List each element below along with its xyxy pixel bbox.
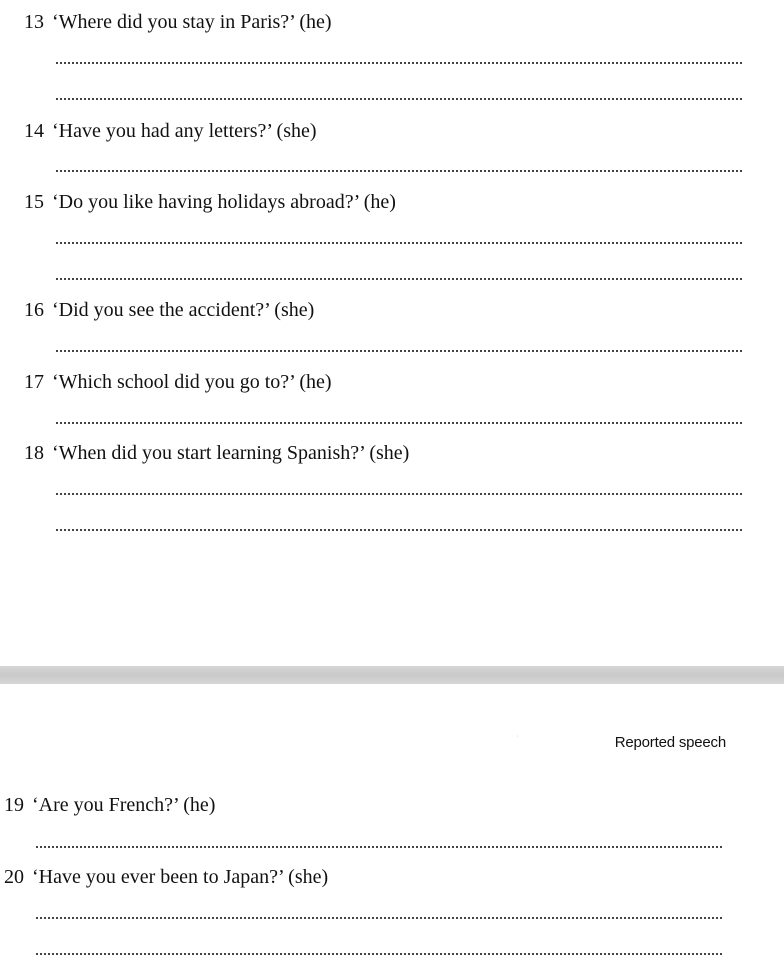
question-text: ‘Are you French?’ (he)	[32, 794, 216, 816]
question-number: 17	[24, 371, 44, 393]
page-divider	[0, 666, 784, 684]
question-number: 13	[24, 11, 44, 33]
worksheet-page-bottom	[0, 684, 784, 976]
question-text: ‘Did you see the accident?’ (she)	[52, 299, 315, 321]
question-18	[24, 441, 409, 465]
question-number: 20	[4, 866, 24, 888]
answer-line	[56, 422, 742, 424]
answer-line	[56, 98, 742, 100]
question-text: ‘When did you start learning Spanish?’ (she)	[52, 442, 410, 464]
question-number: 19	[4, 794, 24, 816]
answer-line	[56, 350, 742, 352]
question-17	[24, 370, 332, 394]
question-number: 15	[24, 191, 44, 213]
question-15	[24, 190, 396, 214]
question-text: ‘Have you had any letters?’ (she)	[52, 120, 317, 142]
answer-line	[56, 170, 742, 172]
section-header: Reported speech	[614, 734, 726, 751]
question-16	[24, 298, 314, 322]
question-text: ‘Where did you stay in Paris?’ (he)	[52, 11, 332, 33]
answer-line	[36, 846, 722, 848]
answer-line	[56, 62, 742, 64]
question-text: ‘Have you ever been to Japan?’ (she)	[32, 866, 329, 888]
scan-speck: ·	[516, 732, 519, 741]
question-number: 16	[24, 299, 44, 321]
question-number: 14	[24, 120, 44, 142]
answer-line	[56, 278, 742, 280]
question-number: 18	[24, 442, 44, 464]
question-19	[4, 793, 215, 817]
question-20	[4, 865, 328, 889]
answer-line	[56, 493, 742, 495]
answer-line	[36, 917, 722, 919]
question-13	[24, 10, 332, 34]
question-text: ‘Which school did you go to?’ (he)	[52, 371, 332, 393]
answer-line	[36, 953, 722, 955]
answer-line	[56, 529, 742, 531]
question-text: ‘Do you like having holidays abroad?’ (he)	[52, 191, 396, 213]
answer-line	[56, 242, 742, 244]
question-14	[24, 119, 317, 143]
